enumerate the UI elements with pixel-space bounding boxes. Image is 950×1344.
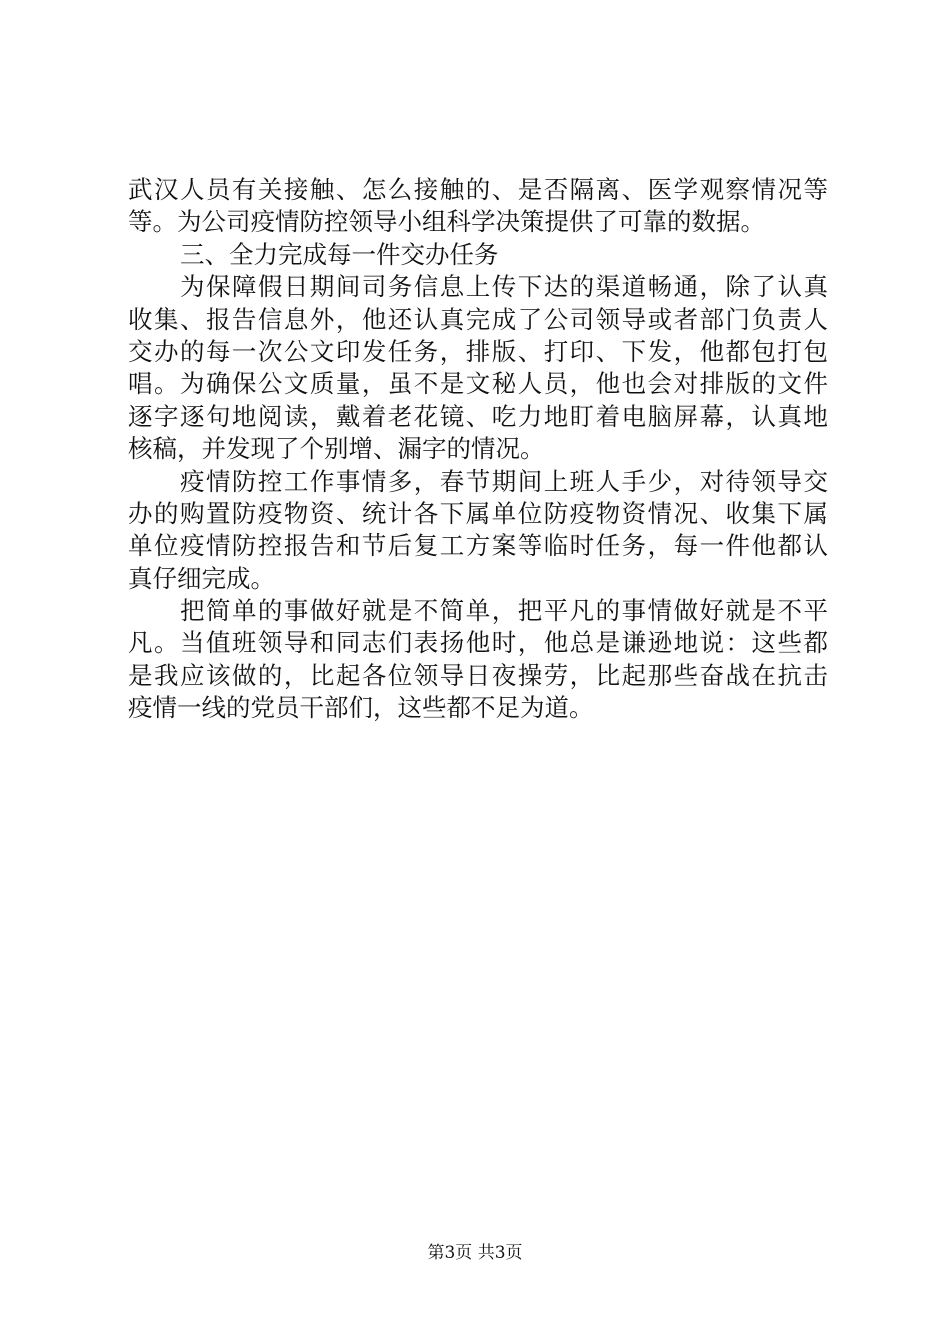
paragraph-line: 办的购置防疫物资、统计各下属单位防疫物资情况、收集下属 [128, 498, 828, 528]
paragraph-line: 等。为公司疫情防控领导小组科学决策提供了可靠的数据。 [128, 207, 765, 237]
paragraph-line: 凡。当值班领导和同志们表扬他时，他总是谦逊地说：这些都 [128, 628, 828, 658]
paragraph-line: 收集、报告信息外，他还认真完成了公司领导或者部门负责人 [128, 304, 828, 334]
paragraph-line: 把简单的事做好就是不简单，把平凡的事情做好就是不平 [180, 596, 828, 626]
paragraph-line: 疫情防控工作事情多，春节期间上班人手少，对待领导交 [180, 466, 828, 496]
page-number-footer: 第3页 共3页 [427, 1243, 523, 1263]
paragraph-line: 交办的每一次公文印发任务，排版、打印、下发，他都包打包 [128, 336, 828, 366]
section-heading: 三、全力完成每一件交办任务 [180, 239, 499, 269]
paragraph-line: 是我应该做的，比起各位领导日夜操劳，比起那些奋战在抗击 [128, 660, 828, 690]
paragraph-line: 唱。为确保公文质量，虽不是文秘人员，他也会对排版的文件 [128, 369, 828, 399]
document-body [128, 174, 828, 725]
paragraph-line: 疫情一线的党员干部们，这些都不足为道。 [128, 693, 594, 723]
paragraph-line: 为保障假日期间司务信息上传下达的渠道畅通，除了认真 [180, 272, 828, 302]
paragraph-line: 单位疫情防控报告和节后复工方案等临时任务，每一件他都认 [128, 531, 828, 561]
paragraph-line: 真仔细完成。 [128, 563, 275, 593]
paragraph-line: 逐字逐句地阅读，戴着老花镜、吃力地盯着电脑屏幕，认真地 [128, 401, 828, 431]
paragraph-line: 武汉人员有关接触、怎么接触的、是否隔离、医学观察情况等 [128, 175, 828, 204]
paragraph-line: 核稿，并发现了个别增、漏字的情况。 [128, 434, 545, 464]
